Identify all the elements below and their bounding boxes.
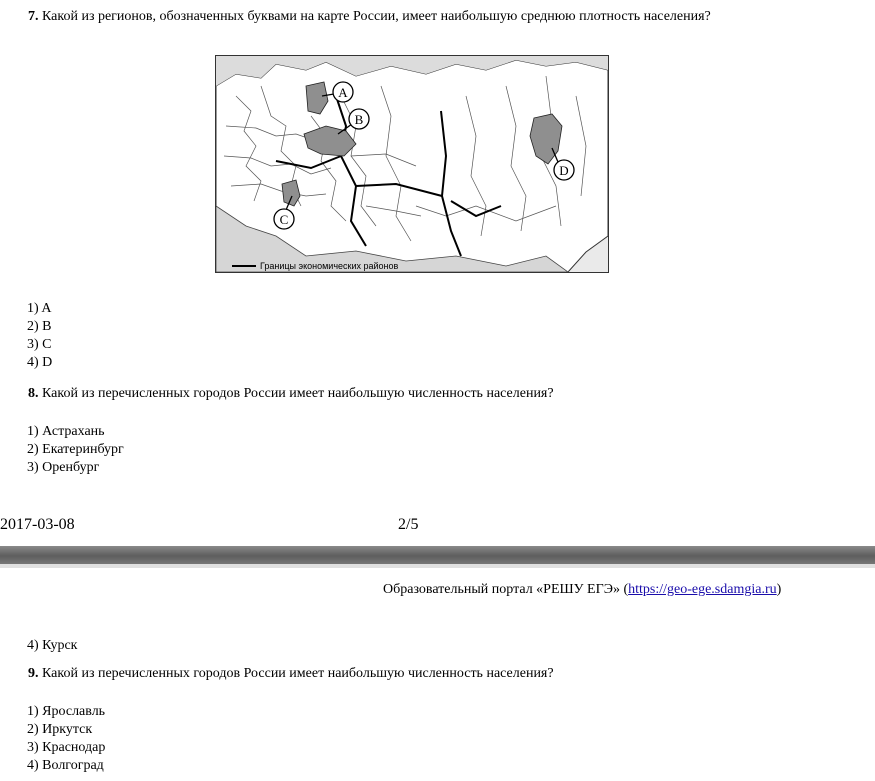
question-8-options: [27, 423, 124, 477]
question-7: [28, 9, 711, 25]
footer-page-number: 2/5: [398, 516, 419, 533]
map-graphic: [216, 56, 608, 272]
question-8-number: 8.: [28, 386, 39, 401]
map-label-d: [554, 160, 574, 180]
page-separator: [0, 546, 875, 564]
map-label-c-text: C: [279, 212, 289, 227]
option: 3) Оренбург: [27, 460, 100, 475]
portal-header: [383, 582, 781, 598]
option: 1) A: [27, 301, 52, 316]
portal-header-close: ): [776, 582, 782, 597]
question-8-text: Какой из перечисленных городов России имеет наибольшую численность населения?: [42, 386, 554, 401]
map-label-c: [274, 209, 294, 229]
option: 1) Ярославль: [27, 704, 106, 719]
question-9-number: 9.: [28, 666, 39, 681]
question-9: [28, 666, 554, 682]
option: 2) Иркутск: [27, 722, 93, 737]
question-9-text: Какой из перечисленных городов России имеет наибольшую численность населения?: [42, 666, 554, 681]
option: 4) D: [27, 355, 53, 370]
option: 1) Астрахань: [27, 424, 105, 439]
question-7-text: Какой из регионов, обозначенных буквами на карте России, имеет наибольшую среднюю плотность населения?: [42, 9, 711, 24]
map-label-a: [333, 82, 353, 102]
portal-header-text: Образовательный портал «РЕШУ ЕГЭ» (: [383, 582, 629, 597]
question-9-options: [27, 703, 105, 775]
page-top-edge: [0, 564, 875, 568]
question-8: [28, 386, 554, 402]
option: 2) B: [27, 319, 52, 334]
option: 4) Волгоград: [27, 758, 104, 773]
russia-regions-map: [215, 55, 609, 273]
portal-link[interactable]: https://geo-ege.sdamgia.ru: [628, 582, 777, 597]
option: 4) Курск: [27, 638, 78, 653]
question-7-number: 7.: [28, 9, 39, 24]
map-label-b-text: B: [354, 112, 364, 127]
option: 2) Екатеринбург: [27, 442, 124, 457]
option: 3) Краснодар: [27, 740, 106, 755]
option: 3) C: [27, 337, 52, 352]
question-8-continued-options: [27, 637, 77, 655]
question-7-options: [27, 300, 52, 372]
map-legend-text: Границы экономических районов: [260, 261, 399, 271]
map-label-b: [349, 109, 369, 129]
map-label-d-text: D: [559, 163, 569, 178]
footer-date: 2017-03-08: [0, 516, 75, 533]
map-label-a-text: A: [338, 85, 348, 100]
